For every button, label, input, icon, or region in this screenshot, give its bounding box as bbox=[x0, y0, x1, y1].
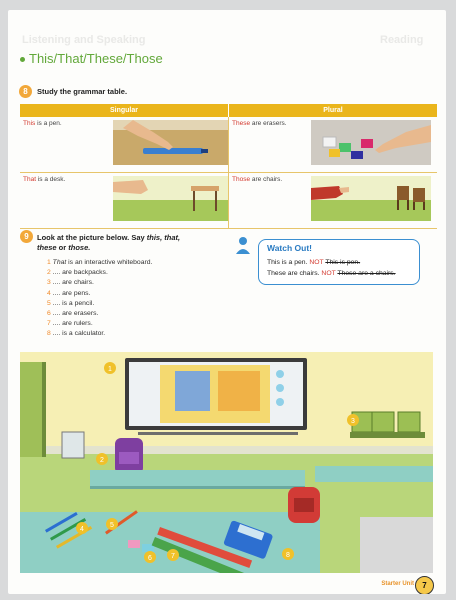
list-item bbox=[47, 309, 152, 319]
exercise-9-title-those: those. bbox=[68, 243, 91, 252]
demonstrative: These bbox=[232, 120, 251, 127]
item-number: 7 bbox=[47, 320, 51, 328]
classroom-scene bbox=[20, 352, 433, 573]
sentence-list bbox=[47, 258, 152, 340]
item-blank: .... bbox=[52, 279, 61, 287]
item-blank: .... bbox=[52, 289, 61, 297]
correct-sentence: This is a pen. bbox=[267, 259, 308, 266]
scene-label-8: 8 bbox=[286, 552, 290, 559]
item-blank: .... bbox=[52, 299, 61, 307]
item-text: are pens. bbox=[60, 289, 91, 297]
item-number: 3 bbox=[47, 279, 51, 287]
scene-label-3: 3 bbox=[351, 418, 355, 425]
scene-label-4: 4 bbox=[80, 526, 84, 533]
pen-illustration bbox=[113, 120, 228, 165]
scene-label-5: 5 bbox=[110, 522, 114, 529]
sentence-text: is a desk. bbox=[36, 176, 66, 183]
exercise-9-title-or: or bbox=[56, 243, 69, 252]
sentence-text: is a pen. bbox=[35, 120, 62, 127]
demonstrative: That bbox=[23, 176, 37, 183]
scene-label-1: 1 bbox=[108, 366, 112, 373]
list-item bbox=[47, 289, 152, 299]
table-cell bbox=[20, 117, 229, 173]
list-item bbox=[47, 299, 152, 309]
item-text: are rulers. bbox=[60, 320, 93, 328]
watch-out-title: Watch Out! bbox=[267, 243, 313, 253]
scene-label-6: 6 bbox=[148, 555, 152, 562]
list-item bbox=[47, 268, 152, 278]
item-text: is a pencil. bbox=[60, 299, 95, 307]
watch-out-line-2 bbox=[267, 270, 396, 277]
scene-label-7: 7 bbox=[171, 553, 175, 560]
exercise-9-title bbox=[37, 233, 180, 253]
item-text: are erasers. bbox=[60, 310, 99, 318]
desk-illustration bbox=[113, 176, 228, 221]
table-cell bbox=[20, 173, 229, 229]
exercise-9-title-text: Look at the picture below. Say bbox=[37, 233, 147, 242]
exercise-number-8: 8 bbox=[19, 85, 32, 98]
watch-out-box bbox=[258, 239, 420, 285]
watch-out-line-1 bbox=[267, 259, 360, 266]
erasers-illustration bbox=[311, 120, 431, 165]
item-blank: .... bbox=[52, 310, 61, 318]
table-row bbox=[20, 117, 437, 173]
item-number: 1 bbox=[47, 259, 51, 266]
faint-heading-right: Reading bbox=[380, 34, 424, 46]
section-title bbox=[20, 51, 163, 66]
item-number: 8 bbox=[47, 330, 51, 338]
list-item bbox=[47, 329, 152, 339]
section-title-text: This/That/These/Those bbox=[29, 51, 163, 66]
chairs-illustration bbox=[311, 176, 431, 221]
wrong-sentence: This is pen. bbox=[325, 259, 361, 266]
not-label: NOT bbox=[321, 270, 336, 277]
wrong-sentence: These are a chairs. bbox=[337, 270, 396, 277]
table-cell bbox=[229, 117, 438, 173]
item-number: 5 bbox=[47, 299, 51, 307]
table-row bbox=[20, 173, 437, 229]
item-text: is a calculator. bbox=[60, 330, 106, 338]
grammar-table bbox=[20, 104, 437, 229]
item-number: 4 bbox=[47, 289, 51, 297]
item-text: are chairs. bbox=[60, 279, 94, 287]
list-item bbox=[47, 258, 152, 268]
textbook-page bbox=[8, 10, 446, 594]
demonstrative: This bbox=[23, 120, 36, 127]
exercise-number-9: 9 bbox=[20, 230, 33, 243]
sentence-text: are erasers. bbox=[250, 120, 287, 127]
table-cell bbox=[229, 173, 438, 229]
bullet-icon bbox=[20, 57, 25, 62]
list-item bbox=[47, 278, 152, 288]
scene-label-2: 2 bbox=[100, 457, 104, 464]
item-text: are backpacks. bbox=[60, 269, 108, 277]
item-blank: .... bbox=[52, 320, 61, 328]
header-plural: Plural bbox=[229, 104, 438, 117]
exercise-9-title-these: these bbox=[37, 243, 57, 252]
footer-unit-label: Starter Unit bbox=[381, 581, 414, 587]
exercise-8-title: Study the grammar table. bbox=[37, 87, 128, 96]
header-singular: Singular bbox=[20, 104, 229, 117]
classroom-illustration bbox=[20, 352, 433, 573]
item-demonstrative: That bbox=[52, 259, 67, 266]
not-label: NOT bbox=[309, 259, 324, 266]
demonstrative: Those bbox=[232, 176, 251, 183]
item-blank: .... bbox=[52, 330, 61, 338]
list-item bbox=[47, 319, 152, 329]
person-icon bbox=[234, 236, 256, 256]
item-text: is an interactive whiteboard. bbox=[66, 259, 153, 266]
faint-heading-left: Listening and Speaking bbox=[22, 34, 146, 46]
sentence-text: are chairs. bbox=[250, 176, 283, 183]
item-number: 6 bbox=[47, 310, 51, 318]
page-number: 7 bbox=[415, 576, 434, 594]
exercise-9-title-words: this, that, bbox=[146, 233, 181, 242]
correct-sentence: These are chairs. bbox=[267, 270, 320, 277]
item-blank: .... bbox=[52, 269, 61, 277]
item-number: 2 bbox=[47, 269, 51, 277]
